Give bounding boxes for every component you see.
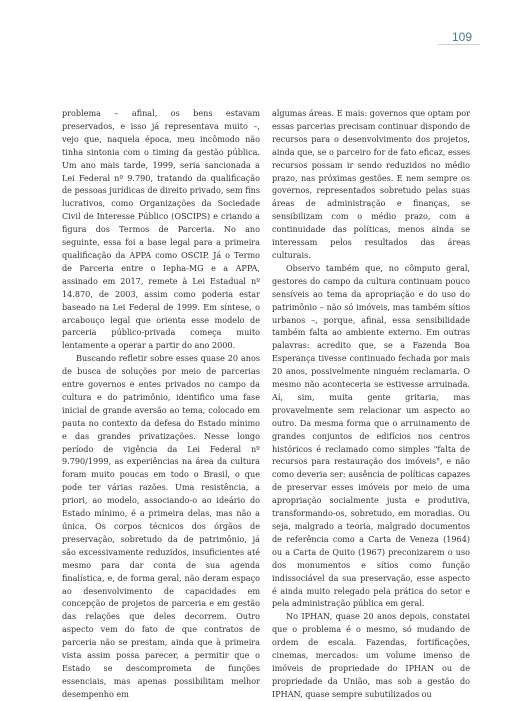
header-rule — [438, 44, 480, 45]
left-paragraph-2: Buscando refletir sobre esses quase 20 anos de busca de soluções por meio de parcerias entre governos e entes privados no campo da cultura e do patrimônio, identifico uma fase inicial de grande aversão ao tema, colocado em pauta no contexto da defesa do Estado mínimo e das grandes privatizações. Nesse longo período de vigência da Lei Federal nº 9.790/1999, as experiências na área da cultura foram muito poucas em todo o Brasil, o que pode ter várias razões. Uma resistência, a priori, ao modelo, associando-o ao ideário do Estado mínimo, é a primeira delas, mas não a única. Os corpos técnicos dos órgãos de preservação, sobretudo da de patrimônio, já são excessivamente reduzidos, insuficientes até mesmo para dar conta de sua agenda finalística, e, de forma geral, não deram espaço ao desenvolvimento de capacidades em concepção de projetos de parceria e em gestão das relações que deles decorrem. Outro aspecto vem do fato de que contratos de parceria não se prestam, ainda que à primeira vista assim possa parecer, a permitir que o Estado se descomprometa de funções essenciais, mas apenas possibilitam melhor desempenho em — [62, 353, 260, 699]
page-number: 109 — [451, 30, 472, 44]
right-paragraph-3: No IPHAN, quase 20 anos depois, constatei que o problema é o mesmo, só mudando de ordem de escala. Fazendas, fortificações, cinemas, mercados: um volume imenso de imóveis de propriedade do IPHAN ou de propriedade da União, mas sob a gestão do IPHAN, quase sempre subutilizados ou — [272, 611, 470, 699]
right-column — [272, 107, 470, 701]
right-paragraph-2: Observo também que, no cômputo geral, gestores do campo da cultura continuam pouco sensíveis ao tema da apropriação e do uso do patrimônio – não só imóveis, mas também sítios urbanos –, porque, afinal, essa sensibilidade também falta ao ambiente externo. Em outras palavras: acredito que, se a Fazenda Boa Esperança tivesse continuado fechada por mais 20 anos, possivelmente ninguém reclamaria. O mesmo não aconteceria se estivesse arruinada. Aí, sim, muita gente gritaria, mas provavelmente sem relacionar um aspecto ao outro. Da mesma forma que o arruinamento de grandes conjuntos de edifícios nos centros históricos é reclamado como simples "falta de recursos para restauração dos imóveis", e não como deveria ser: ausência de políticas capazes de preservar esses imóveis por meio de uma apropriação socialmente justa e produtiva, transformando-os, sobretudo, em moradias. Ou seja, malgrado a teoria, malgrado documentos de referência como a Carta de Veneza (1964) ou a Carta de Quito (1967) preconizarem o uso dos monumentos e sítios como função indissociável da sua preservação, esse aspecto é ainda muito relegado pela prática do setor e pela administração pública em geral. — [272, 262, 470, 609]
left-paragraph-1: problema – afinal, os bens estavam preservados, e isso já representava muito –, vejo que, naquela época, meu incômodo não tinha sintonia com o timing da gestão pública. Um ano mais tarde, 1999, seria sancionada a Lei Federal nº 9.790, tratando da qualificação de pessoas jurídicas de direito privado, sem fins lucrativos, como Organizações da Sociedade Civil de Interesse Público (OSCIPS) e criando a figura dos Termos de Parceria. No ano seguinte, essa foi a base legal para a primeira qualificação da APPA como OSCIP. Já o Termo de Parceria entre o Iepha-MG e a APPA, assinado em 2017, remete à Lei Estadual nº 14.870, de 2003, assim como poderia estar baseado na Lei Federal de 1999. Em síntese, o arcabouço legal que orienta esse modelo de parceria público-privada começa muito lentamente a operar a partir do ano 2000. — [62, 108, 260, 351]
right-paragraph-1: algumas áreas. E mais: governos que optam por essas parcerias precisam continuar dispondo de recursos para o desenvolvimento dos projetos, ainda que, se o parceiro for de fato eficaz, esses recursos possam ir sendo reduzidos no médio prazo, nas próximas gestões. E nem sempre os governos, representados sobretudo pelas suas áreas de administração e finanças, se sensibilizam com o médio prazo, com a continuidade das políticas, menos ainda se interessam pelos resultados das áreas culturais. — [272, 108, 470, 260]
left-column — [62, 107, 260, 701]
